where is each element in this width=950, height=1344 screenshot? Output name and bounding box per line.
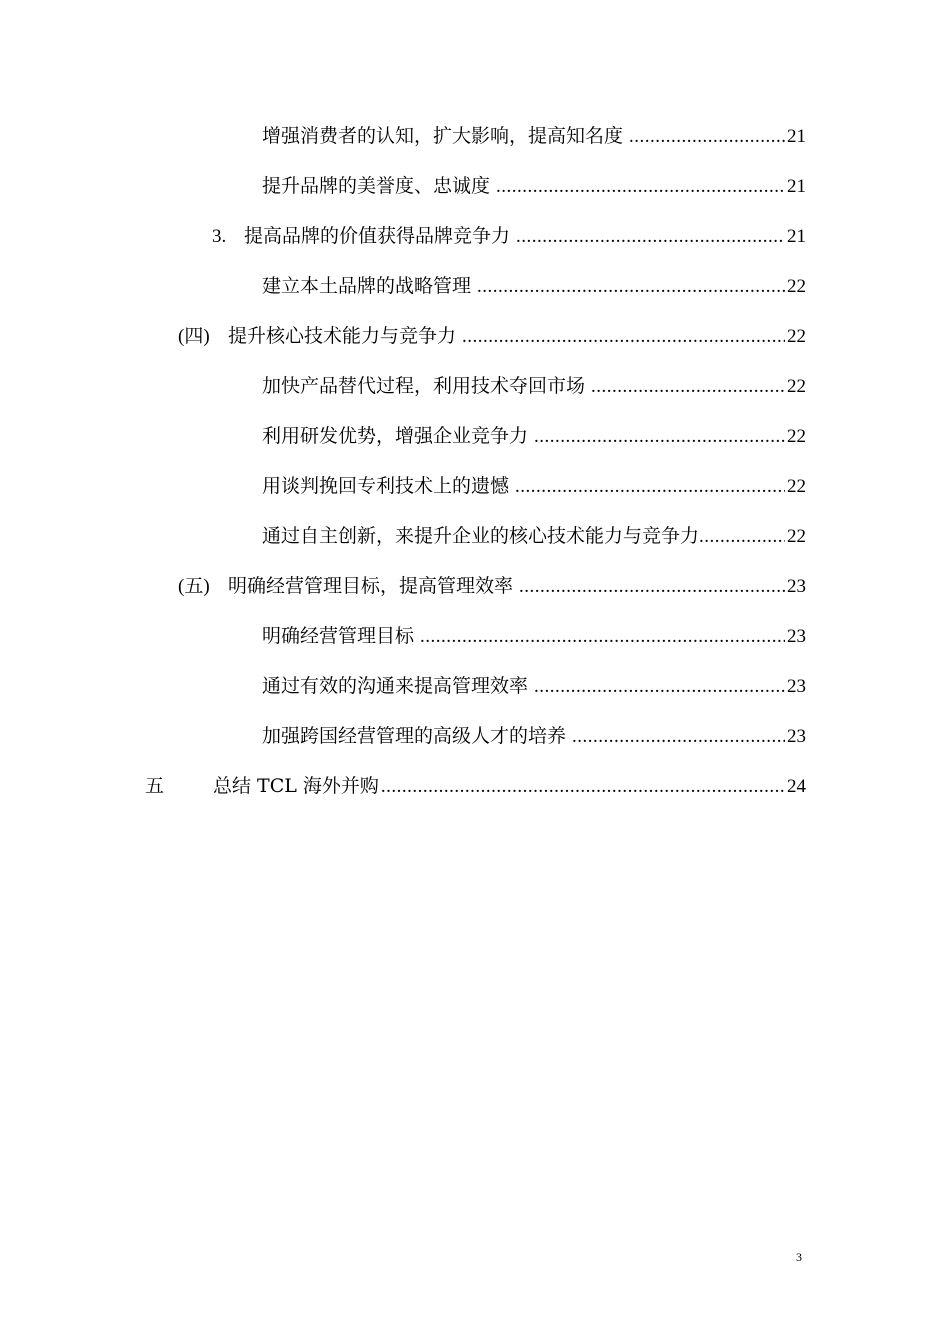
toc-entry[interactable] <box>178 321 806 351</box>
toc-entry[interactable] <box>262 471 806 501</box>
toc-entry-title: 增强消费者的认知，扩大影响，提高知名度 <box>262 125 624 147</box>
toc-entry[interactable] <box>262 621 806 651</box>
toc-entry[interactable] <box>212 221 806 251</box>
toc-entry[interactable] <box>262 171 806 201</box>
toc-entry-title: 加强跨国经营管理的高级人才的培养 <box>262 725 567 747</box>
toc-entry[interactable] <box>145 771 806 801</box>
toc-entry-page: 21 <box>787 126 806 147</box>
toc-entry[interactable] <box>262 121 806 151</box>
toc-entry-page: 22 <box>787 276 806 297</box>
toc-entry[interactable] <box>262 721 806 751</box>
toc-entry-title: 提升核心技术能力与竞争力 <box>228 325 457 347</box>
toc-entry-page: 24 <box>787 776 806 797</box>
toc-dot-leader <box>572 722 785 752</box>
toc-entry-page: 21 <box>787 226 806 247</box>
toc-entry-title: 利用研发优势，增强企业竞争力 <box>262 425 529 447</box>
toc-entry-title: 明确经营管理目标 <box>262 625 415 647</box>
page-number: 3 <box>796 1250 802 1264</box>
toc-dot-leader <box>381 772 785 802</box>
toc-entry-page: 22 <box>787 426 806 447</box>
toc-dot-leader <box>515 472 785 502</box>
toc-entry-title: 建立本土品牌的战略管理 <box>262 275 472 297</box>
toc-entry[interactable] <box>262 421 806 451</box>
toc-entry-number: (四) <box>178 326 210 347</box>
toc-entry-number: 3. <box>212 226 227 247</box>
toc-entry-number: (五) <box>178 576 210 597</box>
toc-dot-leader <box>591 372 785 402</box>
toc-entry-title: 通过自主创新，来提升企业的核心技术能力与竞争力 <box>262 525 700 547</box>
toc-dot-leader <box>629 122 785 152</box>
toc-entry-number: 五 <box>145 775 165 797</box>
toc-entry-page: 22 <box>787 376 806 397</box>
toc-dot-leader <box>496 172 785 202</box>
toc-dot-leader <box>477 272 785 302</box>
toc-entry-title: 明确经营管理目标，提高管理效率 <box>228 575 514 597</box>
toc-entry-page: 23 <box>787 626 806 647</box>
toc-entry-title: 用谈判挽回专利技术上的遗憾 <box>262 475 510 497</box>
toc-entry-title: 提升品牌的美誉度、忠诚度 <box>262 175 491 197</box>
toc-dot-leader <box>516 222 785 252</box>
toc-entry-title: 提高品牌的价值获得品牌竞争力 <box>244 225 511 247</box>
toc-entry[interactable] <box>262 671 806 701</box>
toc-entry-page: 23 <box>787 676 806 697</box>
toc-dot-leader <box>699 522 785 552</box>
toc-entry-title: 加快产品替代过程，利用技术夺回市场 <box>262 375 586 397</box>
toc-dot-leader <box>462 322 785 352</box>
toc-entry[interactable] <box>262 521 806 551</box>
toc-dot-leader <box>534 672 785 702</box>
toc-entry-page: 22 <box>787 526 806 547</box>
toc-dot-leader <box>534 422 785 452</box>
toc-entry[interactable] <box>178 571 806 601</box>
toc-entry-page: 22 <box>787 476 806 497</box>
toc-entry-page: 23 <box>787 726 806 747</box>
toc-entry[interactable] <box>262 271 806 301</box>
toc-entry[interactable] <box>262 371 806 401</box>
toc-entry-title: 通过有效的沟通来提高管理效率 <box>262 675 529 697</box>
toc-entry-title: 总结 TCL 海外并购 <box>213 775 379 797</box>
toc-dot-leader <box>420 622 785 652</box>
toc-dot-leader <box>519 572 785 602</box>
toc-entry-page: 23 <box>787 576 806 597</box>
toc-entry-page: 22 <box>787 326 806 347</box>
toc-entry-page: 21 <box>787 176 806 197</box>
